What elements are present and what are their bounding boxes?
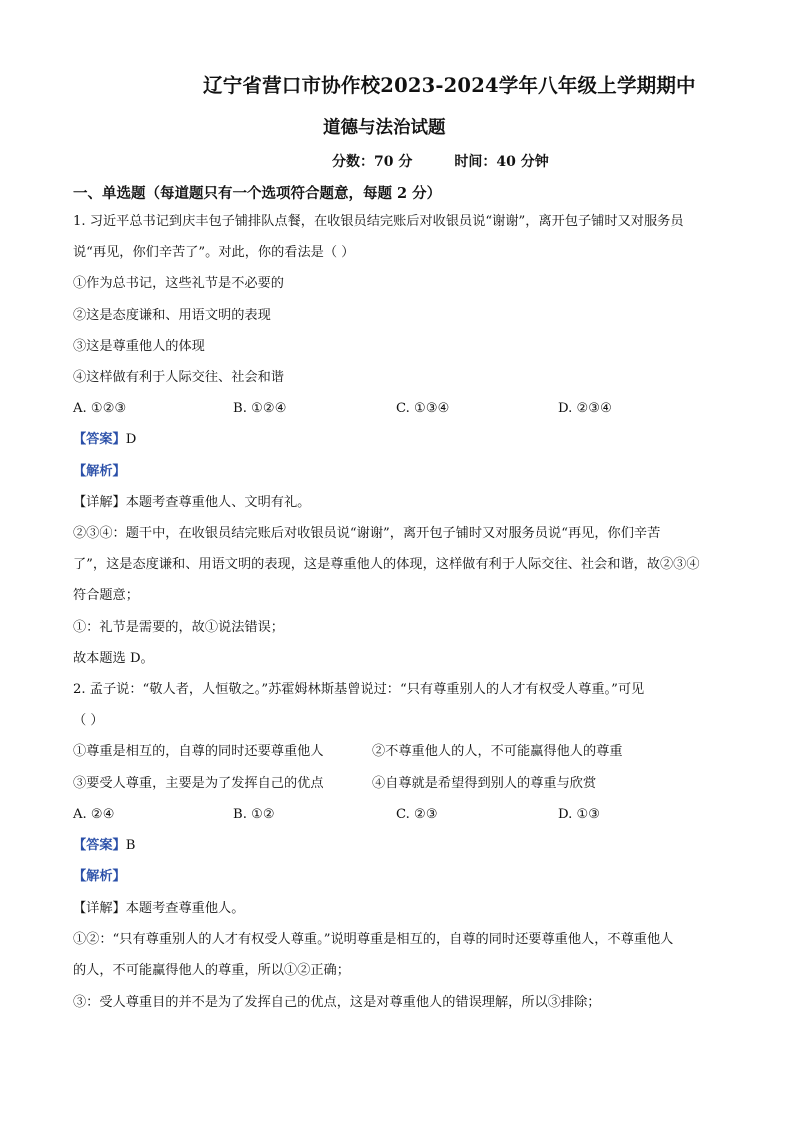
q1-statement-2: ②这是态度谦和、用语文明的表现 xyxy=(73,308,271,323)
q1-option-a: A. ①②③ xyxy=(73,401,127,416)
q2-option-c: C. ②③ xyxy=(396,807,438,822)
document-subtitle: 道德与法治试题 xyxy=(323,118,446,138)
section-heading: 一、单选题（每道题只有一个选项符合题意，每题 2 分） xyxy=(73,185,442,202)
answer-value: D xyxy=(125,432,137,447)
q1-explanation-line3: 符合题意； xyxy=(73,588,139,603)
q2-option-b: B. ①② xyxy=(233,807,275,822)
answer-tag: 【答案】 xyxy=(73,838,126,853)
q2-explanation-line1: ①②：“只有尊重别人的人才有权受人尊重。”说明尊重是相互的，自尊的同时还要尊重他人，不尊重他人 xyxy=(73,932,674,947)
score-label: 分数：70 分 xyxy=(332,154,413,170)
q1-option-c: C. ①③④ xyxy=(396,401,450,416)
answer-value: B xyxy=(125,838,136,853)
q2-explanation-line3: ③：受人尊重目的并不是为了发挥自己的优点，这是对尊重他人的错误理解，所以③排除； xyxy=(73,995,601,1010)
document-title: 辽宁省营口市协作校2023-2024学年八年级上学期期中 xyxy=(203,74,696,97)
q2-option-a: A. ②④ xyxy=(73,807,115,822)
q2-statement-3: ③要受人尊重，主要是为了发挥自己的优点 xyxy=(73,776,324,791)
q2-analysis-tag: 【解析】 xyxy=(73,869,126,884)
q1-statement-4: ④这样做有利于人际交往、社会和谐 xyxy=(73,370,284,385)
q2-stem-line2: （ ） xyxy=(73,713,104,728)
q1-stem-line2: 说“再见，你们辛苦了”。对此，你的看法是（ ） xyxy=(73,245,355,260)
q2-statement-2: ②不尊重他人的人，不可能赢得他人的尊重 xyxy=(372,744,623,759)
q1-answer xyxy=(73,431,136,449)
q2-statement-1: ①尊重是相互的，自尊的同时还要尊重他人 xyxy=(73,744,324,759)
q2-option-d: D. ①③ xyxy=(558,807,601,822)
q1-option-d: D. ②③④ xyxy=(558,401,612,416)
exam-meta xyxy=(332,151,549,171)
q1-stem-line1: 1. 习近平总书记到庆丰包子铺排队点餐，在收银员结完账后对收银员说“谢谢”，离开包子铺时又对服务员 xyxy=(73,214,684,229)
detail-tag: 【详解】 xyxy=(73,901,126,916)
q2-explanation-line2: 的人，不可能赢得他人的尊重，所以①②正确； xyxy=(73,963,350,978)
q1-explanation-line4: ①：礼节是需要的，故①说法错误； xyxy=(73,620,284,635)
q1-explanation-line1: ②③④：题干中，在收银员结完账后对收银员说“谢谢”，离开包子铺时又对服务员说“再见，你们辛苦 xyxy=(73,526,661,541)
q1-explanation-line2: 了”，这是态度谦和、用语文明的表现，这是尊重他人的体现，这样做有利于人际交往、社会和谐，故②③④ xyxy=(73,557,700,572)
q1-statement-3: ③这是尊重他人的体现 xyxy=(73,339,205,354)
q1-statement-1: ①作为总书记，这些礼节是不必要的 xyxy=(73,276,284,291)
q2-statement-4: ④自尊就是希望得到别人的尊重与欣赏 xyxy=(372,776,597,791)
q1-option-b: B. ①②④ xyxy=(233,401,287,416)
q2-answer xyxy=(73,837,135,855)
q1-detail: 【详解】本题考查尊重他人、文明有礼。 xyxy=(73,495,311,510)
q1-analysis-tag: 【解析】 xyxy=(73,464,126,479)
answer-tag: 【答案】 xyxy=(73,432,126,447)
q2-stem-line1: 2. 孟子说：“敬人者，人恒敬之。”苏霍姆林斯基曾说过：“只有尊重别人的人才有权受人尊重。”可见 xyxy=(73,682,645,697)
q1-conclusion: 故本题选 D。 xyxy=(73,651,154,666)
detail-tag: 【详解】 xyxy=(73,495,126,510)
q2-detail: 【详解】本题考查尊重他人。 xyxy=(73,901,245,916)
time-label: 时间：40 分钟 xyxy=(454,154,549,170)
